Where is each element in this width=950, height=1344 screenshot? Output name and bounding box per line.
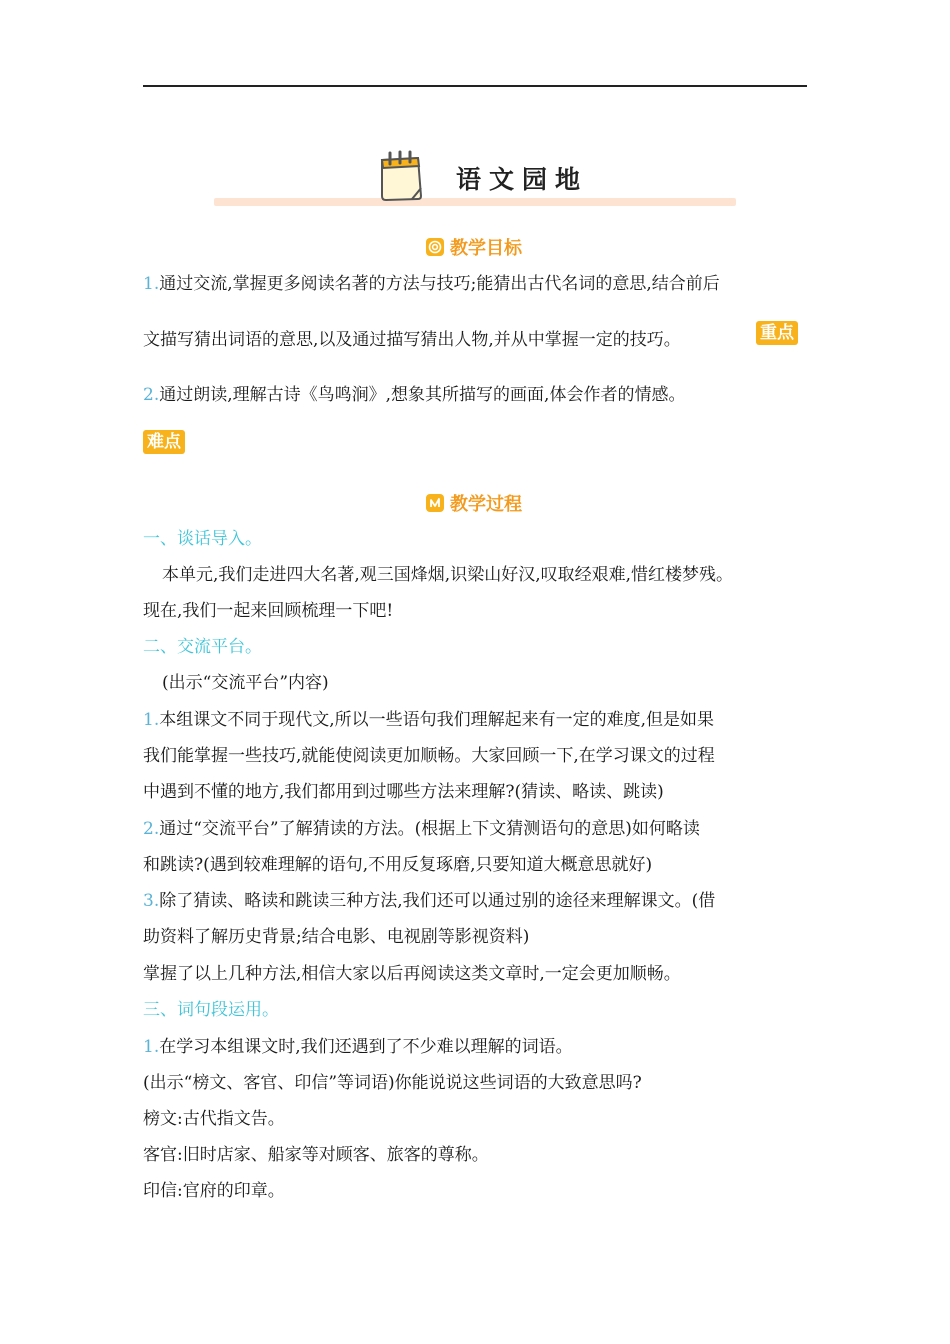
zigzag-icon xyxy=(426,494,444,512)
teaching-goals-title: 教学目标 xyxy=(450,238,522,259)
top-rule xyxy=(143,85,807,87)
goal-2-line-1 xyxy=(143,383,685,407)
part-2-item-1-line-1 xyxy=(143,708,714,732)
part-2-item-1-number: 1. xyxy=(143,710,160,730)
part-2-item-2-text-1: 通过“交流平台”了解猜读的方法。(根据上下文猜测语句的意思)如何略读 xyxy=(159,819,700,839)
part-2-item-2-number: 2. xyxy=(143,819,160,839)
part-2-summary: 掌握了以上几种方法,相信大家以后再阅读这类文章时,一定会更加顺畅。 xyxy=(143,964,681,984)
key-point-badge: 重点 xyxy=(756,321,798,345)
part-3-item-1-text-1: 在学习本组课文时,我们还遇到了不少难以理解的词语。 xyxy=(159,1037,573,1057)
notepad-icon xyxy=(374,150,428,204)
part-2-item-3-line-2: 助资料了解历史背景;结合电影、电视剧等影视资料) xyxy=(143,927,530,947)
teaching-process-title: 教学过程 xyxy=(450,494,522,515)
target-icon xyxy=(426,238,444,256)
part-3-title: 三、词句段运用。 xyxy=(143,1000,279,1020)
part-2-item-1-line-3: 中遇到不懂的地方,我们都用到过哪些方法来理解?(猜读、略读、跳读) xyxy=(143,782,664,802)
teaching-process-heading xyxy=(426,490,522,516)
goal-1-text-1: 通过交流,掌握更多阅读名著的方法与技巧;能猜出古代名词的意思,结合前后 xyxy=(159,274,720,294)
part-3-question: (出示“榜文、客官、印信”等词语)你能说说这些词语的大致意思吗? xyxy=(143,1073,642,1093)
part-3-item-1-line-1 xyxy=(143,1035,573,1059)
title-underline-band xyxy=(214,198,736,206)
part-2-item-1-text-1: 本组课文不同于现代文,所以一些语句我们理解起来有一定的难度,但是如果 xyxy=(159,710,715,730)
part-2-item-3-line-1 xyxy=(143,889,715,913)
difficulty-badge: 难点 xyxy=(143,430,185,454)
page-title: 语文园地 xyxy=(456,165,589,194)
teaching-goals-heading xyxy=(426,234,522,260)
part-1-paragraph-1: 本单元,我们走进四大名著,观三国烽烟,识梁山好汉,叹取经艰难,惜红楼梦残。 xyxy=(162,565,734,585)
term-definition-3: 印信:官府的印章。 xyxy=(143,1181,285,1201)
term-definition-1: 榜文:古代指文告。 xyxy=(143,1109,285,1129)
goal-1-text-2: 文描写猜出词语的意思,以及通过描写猜出人物,并从中掌握一定的技巧。 xyxy=(143,330,681,350)
part-2-item-2-line-1 xyxy=(143,817,700,841)
goal-1-line-2 xyxy=(143,328,681,352)
page-title-block xyxy=(214,146,736,208)
part-2-title: 二、交流平台。 xyxy=(143,637,262,657)
goal-2-text-1: 通过朗读,理解古诗《鸟鸣涧》,想象其所描写的画面,体会作者的情感。 xyxy=(159,385,686,405)
goal-2-number: 2. xyxy=(143,385,160,405)
part-1-paragraph-2: 现在,我们一起来回顾梳理一下吧! xyxy=(143,601,394,621)
goal-1-line-1 xyxy=(143,272,720,296)
part-3-item-1-number: 1. xyxy=(143,1037,160,1057)
part-2-item-3-number: 3. xyxy=(143,891,160,911)
term-definition-2: 客官:旧时店家、船家等对顾客、旅客的尊称。 xyxy=(143,1145,489,1165)
part-1-title: 一、谈话导入。 xyxy=(143,529,262,549)
part-2-item-2-line-2: 和跳读?(遇到较难理解的语句,不用反复琢磨,只要知道大概意思就好) xyxy=(143,855,653,875)
goal-1-number: 1. xyxy=(143,274,160,294)
part-2-intro: (出示“交流平台”内容) xyxy=(162,673,329,693)
part-2-item-3-text-1: 除了猜读、略读和跳读三种方法,我们还可以通过别的途径来理解课文。(借 xyxy=(159,891,716,911)
part-2-item-1-line-2: 我们能掌握一些技巧,就能使阅读更加顺畅。大家回顾一下,在学习课文的过程 xyxy=(143,746,715,766)
